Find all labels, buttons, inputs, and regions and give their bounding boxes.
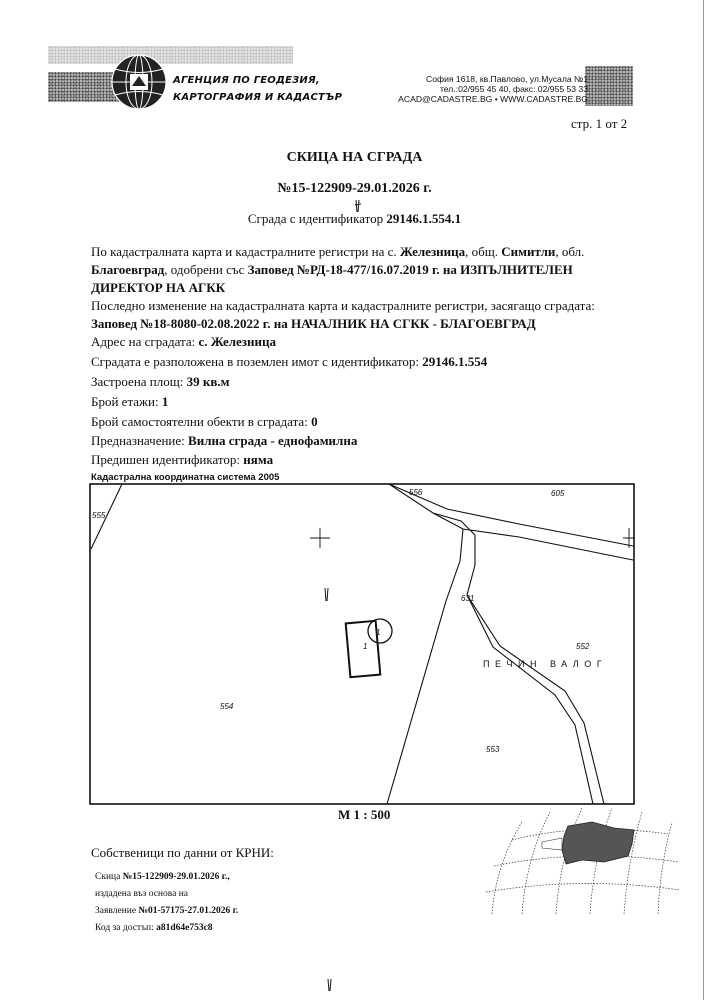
globe-icon bbox=[108, 52, 170, 112]
footer-sketch-row bbox=[95, 869, 238, 886]
parcel-553: 553 bbox=[486, 745, 500, 754]
scan-mark-bottom-icon bbox=[326, 978, 334, 992]
owners-heading: Собственици по данни от КРНИ: bbox=[91, 845, 274, 860]
agency-logo bbox=[108, 52, 170, 112]
document-title: СКИЦА НА СГРАДА bbox=[286, 150, 423, 165]
basis-municipality: Симитли bbox=[501, 244, 556, 259]
building-identifier bbox=[0, 211, 709, 227]
footer-application-row bbox=[95, 903, 238, 920]
contact-web: ACAD@CADASTRE.BG • WWW.CADASTRE.BG bbox=[398, 94, 588, 104]
purpose-value: Вилна сграда - еднофамилна bbox=[188, 433, 358, 448]
map-scale: М 1 : 500 bbox=[338, 807, 391, 822]
agency-contacts bbox=[398, 74, 588, 104]
units-row bbox=[91, 413, 318, 431]
header-noise-top bbox=[48, 46, 293, 64]
parcel-555: 555 bbox=[92, 511, 106, 520]
purpose-row bbox=[91, 432, 357, 450]
parcel-631: 631 bbox=[461, 594, 475, 603]
purpose-label: Предназначение: bbox=[91, 433, 189, 448]
address-value: с. Железница bbox=[198, 334, 276, 349]
parcel-554: 554 bbox=[220, 702, 234, 711]
document-number: №15-122909-29.01.2026 г. bbox=[277, 181, 432, 196]
basis-village: Железница bbox=[399, 244, 466, 259]
bulgaria-map-icon bbox=[482, 804, 682, 916]
area-label: Застроена площ: bbox=[91, 374, 187, 389]
floors-label: Брой етажи: bbox=[91, 394, 162, 409]
page-number: стр. 1 от 2 bbox=[571, 116, 628, 131]
address-label: Адрес на сградата: bbox=[91, 334, 199, 349]
parcel-552: 552 bbox=[576, 642, 590, 651]
contact-address: София 1618, кв.Павлово, ул.Мусала №1 bbox=[426, 74, 588, 84]
footer-sketch-label: Скица bbox=[95, 872, 123, 882]
footer-access-code: a81d64e753c8 bbox=[156, 923, 213, 933]
floors-row bbox=[91, 393, 168, 411]
last-change-label: Последно изменение на кадастралната карта и кадастралните регистри, засягащо сградата: bbox=[91, 298, 595, 313]
agency-name-line1: АГЕНЦИЯ ПО ГЕОДЕЗИЯ, bbox=[173, 75, 320, 86]
agency-name bbox=[173, 72, 342, 106]
coordinate-system-label: Кадастрална координатна система 2005 bbox=[91, 472, 280, 483]
floors-value: 1 bbox=[161, 394, 169, 409]
parcel-label: Сградата е разположена в поземлен имот с идентификатор: bbox=[91, 354, 423, 369]
basis-text-1: По кадастралната карта и кадастралните регистри на с. bbox=[91, 244, 400, 259]
parcel-row bbox=[91, 353, 487, 371]
agency-name-line2: КАРТОГРАФИЯ И КАДАСТЪР bbox=[173, 92, 343, 103]
address-row bbox=[91, 333, 276, 351]
footer-access-row bbox=[95, 920, 238, 937]
footer-application-number: №01-57175-27.01.2026 г. bbox=[138, 906, 239, 916]
footer-sketch-number: №15-122909-29.01.2026 г., bbox=[122, 872, 230, 882]
footer-access-label: Код за достъп: bbox=[95, 923, 157, 933]
area-value: 39 кв.м bbox=[186, 374, 230, 389]
cadastral-map bbox=[89, 483, 636, 806]
contact-phone: тел.:02/955 45 40, факс: 02/955 53 33 bbox=[439, 84, 588, 94]
scan-edge bbox=[703, 0, 704, 1000]
building-marker: 1 bbox=[376, 628, 381, 637]
building-identifier-label: Сграда с идентификатор bbox=[247, 211, 387, 226]
basis-region: Благоевград bbox=[91, 262, 165, 277]
sketch-footer bbox=[95, 869, 238, 937]
parcel-value: 29146.1.554 bbox=[422, 354, 488, 369]
cadastral-basis bbox=[91, 243, 621, 297]
area-row bbox=[91, 373, 230, 391]
prev-id-row bbox=[91, 451, 273, 469]
basis-text-4: , одобрени със bbox=[164, 262, 248, 277]
building-number: 1 bbox=[363, 642, 368, 651]
locality-name: ПЕЧИН ВАЛОГ bbox=[483, 659, 608, 669]
parcel-556: 556 bbox=[409, 488, 423, 497]
building-identifier-value: 29146.1.554.1 bbox=[386, 211, 462, 226]
footer-issued: издадена въз основа на bbox=[95, 889, 189, 899]
basis-text-2: , общ. bbox=[465, 244, 502, 259]
parcel-605: 605 bbox=[551, 489, 565, 498]
units-label: Брой самостоятелни обекти в сградата: bbox=[91, 414, 312, 429]
prev-id-value: няма bbox=[243, 452, 274, 467]
last-change-value: Заповед №18-8080-02.08.2022 г. на НАЧАЛНИК НА СГКК - БЛАГОЕВГРАД bbox=[91, 316, 536, 331]
units-value: 0 bbox=[311, 414, 318, 429]
header-noise-right bbox=[585, 66, 633, 106]
basis-order: Заповед №РД-18-477/16.07.2019 г. на ИЗПЪЛНИТЕЛЕН ДИРЕКТОР НА АГКК bbox=[91, 262, 573, 295]
basis-text-3: , обл. bbox=[555, 244, 585, 259]
footer-application-label: Заявление bbox=[95, 906, 139, 916]
prev-id-label: Предишен идентификатор: bbox=[91, 452, 244, 467]
